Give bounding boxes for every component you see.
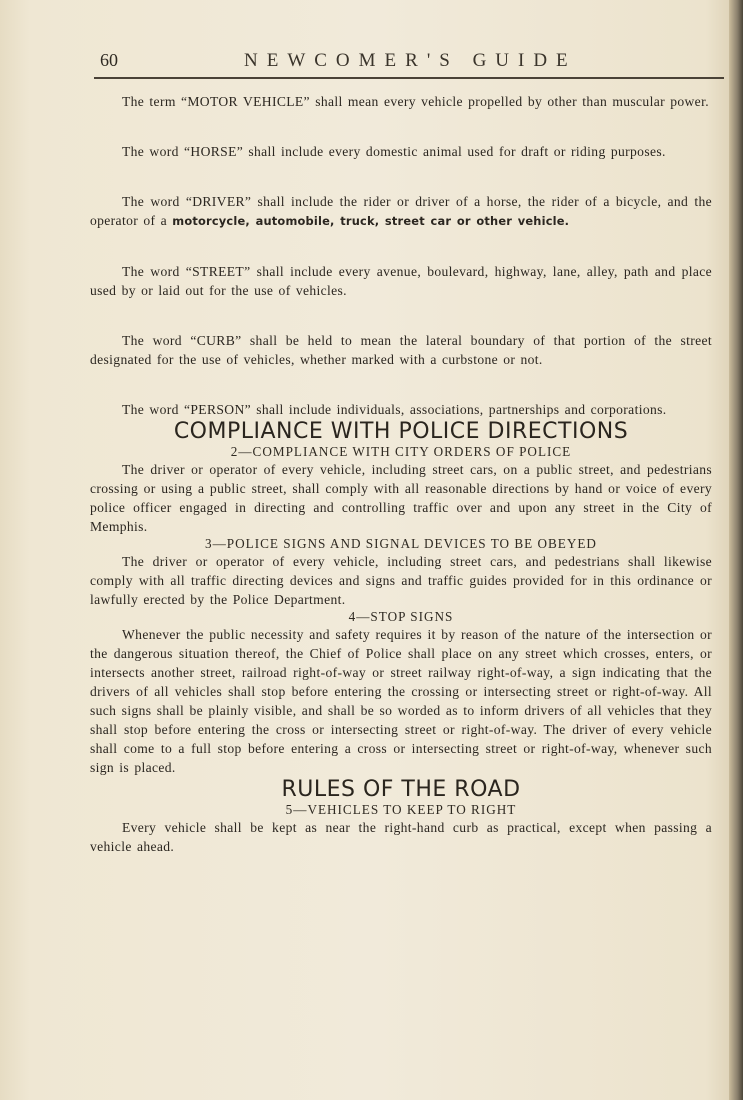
page-header bbox=[100, 50, 720, 80]
definition-street bbox=[90, 262, 712, 300]
book-spine-edge bbox=[729, 0, 743, 1100]
definition-text: The word “DRIVER” shall include the rider or driver of a horse, the rider of a bicycle, and the operator of a bbox=[90, 194, 712, 228]
subheading-compliance-city-orders: 2—COMPLIANCE WITH CITY ORDERS OF POLICE bbox=[230, 444, 572, 459]
running-title: NEWCOMER'S GUIDE bbox=[244, 50, 577, 71]
body-police-signs: The driver or operator of every vehicle, including street cars, and pedestrians shall likewise comply with all traffic directing devices and signs and traffic guides provided for in this ordinance or lawfully erected by the Police Department. bbox=[90, 554, 712, 607]
subheading-police-signs: 3—POLICE SIGNS AND SIGNAL DEVICES TO BE OBEYED bbox=[205, 536, 597, 551]
section-heading-rules-of-road: RULES OF THE ROAD bbox=[281, 777, 521, 802]
definition-curb bbox=[90, 331, 712, 369]
subheading-stop-signs: 4—STOP SIGNS bbox=[348, 609, 454, 624]
definition-text: The word “STREET” shall include every avenue, boulevard, highway, lane, alley, path and place used by or laid out for the use of vehicles. bbox=[90, 264, 712, 298]
body-stop-signs: Whenever the public necessity and safety requires it by reason of the nature of the intersection or the dangerous situation thereof, the Chief of Police shall place on any street which crosses, enters, or intersects another street, railroad right-of-way or street railway right-of-way, a sign indicating that the drivers of all vehicles shall stop before entering the crossing or intersecting street or right-of-way. All such signs shall be plainly visible, and shall be so worded as to inform drivers of all vehicles that they shall stop before entering the cross or intersecting street or right-of-way. The driver of every vehicle shall come to a full stop before entering a cross or intersecting street or right-of-way, whenever such sign is placed. bbox=[90, 627, 712, 775]
section-heading-compliance: COMPLIANCE WITH POLICE DIRECTIONS bbox=[173, 419, 629, 444]
page-content bbox=[90, 92, 712, 856]
definition-text: The word “PERSON” shall include individuals, associations, partnerships and corporations. bbox=[122, 402, 667, 417]
body-keep-to-right: Every vehicle shall be kept as near the right-hand curb as practical, except when passing a vehicle ahead. bbox=[90, 820, 712, 854]
header-rule bbox=[94, 77, 724, 79]
definition-text: The word “CURB” shall be held to mean the lateral boundary of that portion of the street designated for the use of vehicles, whether marked with a curbstone or not. bbox=[90, 333, 712, 367]
definition-text: The term “MOTOR VEHICLE” shall mean every vehicle propelled by other than muscular power. bbox=[122, 94, 709, 109]
page-number: 60 bbox=[100, 50, 118, 70]
body-compliance-city-orders: The driver or operator of every vehicle, including street cars, on a public street, and pedestrians crossing or using a public street, shall comply with all reasonable directions by hand or voice of every police officer engaged in directing and controlling traffic over and upon any street in the City of Memphis. bbox=[90, 462, 712, 534]
subheading-keep-to-right: 5—VEHICLES TO KEEP TO RIGHT bbox=[285, 802, 517, 817]
definitions-list bbox=[90, 92, 712, 419]
definition-person bbox=[90, 400, 712, 419]
definition-motor-vehicle bbox=[90, 92, 712, 111]
definition-bold-tail: motorcycle, automobile, truck, street car or other vehicle. bbox=[172, 214, 570, 228]
definition-text: The word “HORSE” shall include every domestic animal used for draft or riding purposes. bbox=[122, 144, 666, 159]
definition-horse bbox=[90, 142, 712, 161]
definition-driver bbox=[90, 192, 712, 231]
